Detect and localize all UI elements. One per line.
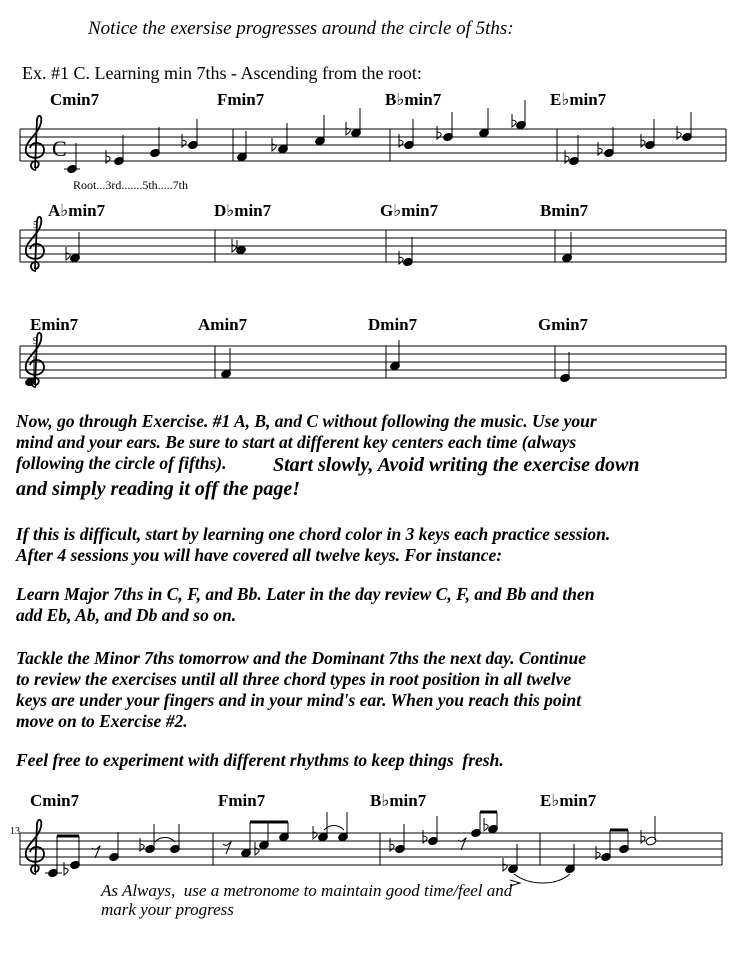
flat-accidental-icon [66, 239, 403, 264]
chord-symbol: Fmin7 [218, 791, 266, 810]
chord-symbol: Gmin7 [538, 315, 589, 334]
staff-system-4 [20, 833, 722, 865]
instruction-paragraph-1b: Start slowly, Avoid writing the exercise down and simply reading it off the page! [16, 454, 640, 500]
notes-system-3 [25, 340, 571, 387]
treble-clef-icon [26, 820, 44, 874]
measure-number: 5 [33, 220, 38, 231]
chord-symbol: E♭min7 [540, 791, 597, 810]
interval-annotation: Root...3rd.......5th.....7th [73, 178, 189, 192]
common-time-signature: C [52, 136, 67, 161]
flat-accidental-icon [106, 114, 681, 163]
chord-symbol: Cmin7 [50, 90, 100, 109]
chord-symbol: Dmin7 [368, 315, 418, 334]
chord-symbol: Bmin7 [540, 201, 589, 220]
staff-system-3 [20, 346, 726, 378]
chord-symbol: Amin7 [198, 315, 248, 334]
notes-system-4 [45, 812, 657, 878]
measure-number: 9 [33, 336, 38, 347]
page-title: Notice the exersise progresses around the circle of 5ths: [88, 18, 514, 39]
staff-system-1 [20, 129, 726, 161]
chord-symbol: Fmin7 [217, 90, 265, 109]
chord-symbol: B♭min7 [370, 791, 427, 810]
chord-symbol: B♭min7 [385, 90, 442, 109]
chord-symbol: D♭min7 [214, 201, 272, 220]
chord-symbol: G♭min7 [380, 201, 439, 220]
chord-symbol: Emin7 [30, 315, 79, 334]
instruction-paragraph-3: Learn Major 7ths in C, F, and Bb. Later in the day review C, F, and Bb and then add Eb, Ab, and Db and so on. [16, 584, 595, 625]
instruction-paragraph-1a: Now, go through Exercise. #1 A, B, and C without following the music. Use your mind and your ears. Be sure to start at different key centers each time (always following the circle of fifths). [16, 411, 597, 473]
chord-symbol: A♭min7 [48, 201, 106, 220]
exercise-label: Ex. #1 C. Learning min 7ths - Ascending from the root: [22, 63, 422, 83]
instruction-paragraph-2: If this is difficult, start by learning one chord color in 3 keys each practice session. After 4 sessions you will have covered all twelve keys. For instance: [16, 524, 611, 565]
treble-clef-icon [26, 116, 44, 170]
treble-clef-icon [26, 217, 44, 271]
chord-symbol: Cmin7 [30, 791, 80, 810]
staff-system-2 [20, 230, 726, 262]
chord-symbol: E♭min7 [550, 90, 607, 109]
footer-note: As Always, use a metronome to maintain good time/feel and mark your progress [101, 881, 513, 919]
instruction-paragraph-5: Feel free to experiment with different rhythms to keep things fresh. [16, 750, 504, 770]
measure-number: 13 [10, 826, 20, 837]
instruction-paragraph-4: Tackle the Minor 7ths tomorrow and the Dominant 7ths the next day. Continue to review the exercises until all three chord types in root position in all twelve keys are under your fingers and in your mind's ear. When you reach this point move on to Exercise #2. [16, 648, 586, 731]
